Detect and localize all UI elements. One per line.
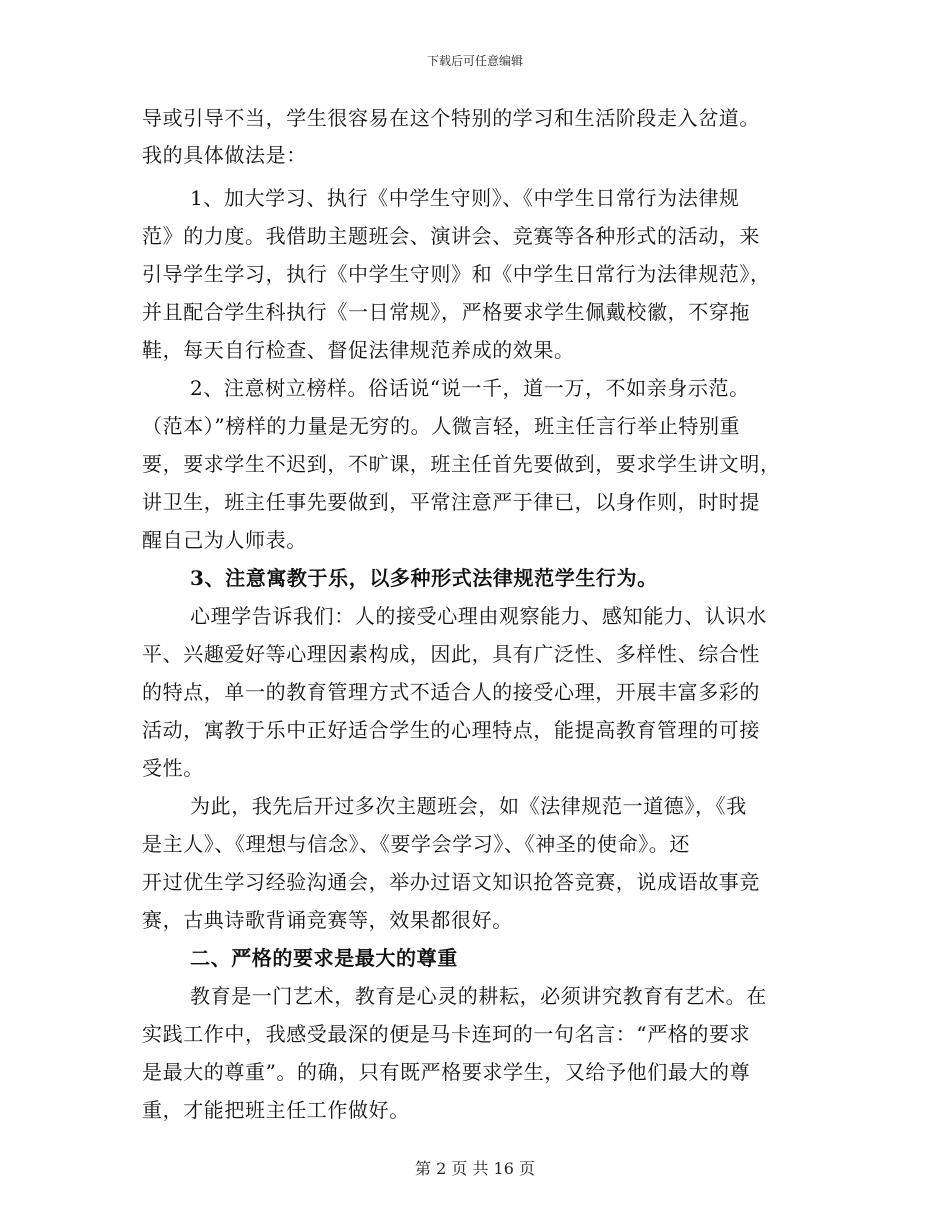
text-line: 范》的力度。我借助主题班会、演讲会、竞赛等各种形式的活动，来: [142, 224, 760, 248]
text-line: 重，才能把班主任工作做好。: [142, 1098, 410, 1122]
text-line: 开过优生学习经验沟通会，举办过语文知识抢答竞赛，说成语故事竞: [142, 870, 760, 894]
text-line: 讲卫生，班主任事先要做到，平常注意严于律已，以身作则，时时提: [142, 490, 760, 514]
text-line: 醒自己为人师表。: [142, 528, 307, 552]
text-line: 导或引导不当，学生很容易在这个特别的学习和生活阶段走入岔道。: [142, 106, 760, 130]
text-line: 活动，寓教于乐中正好适合学生的心理特点，能提高教育管理的可接: [142, 718, 760, 742]
text-line: （范本）”榜样的力量是无穷的。人微言轻，班主任言行举止特别重: [142, 414, 741, 438]
text-line: 1、加大学习、执行《中学生守则》、《中学生日常行为法律规: [190, 186, 740, 210]
text-line: 要，要求学生不迟到，不旷课，班主任首先要做到，要求学生讲文明，: [142, 452, 781, 476]
text-line: 引导学生学习，执行《中学生守则》和《中学生日常行为法律规范》，: [142, 262, 771, 286]
text-line: 2、注意树立榜样。俗话说“说一千，道一万，不如亲身示范。: [190, 376, 750, 400]
text-line: 心理学告诉我们：人的接受心理由观察能力、感知能力、认识水: [190, 604, 767, 628]
text-line: 受性。: [142, 756, 204, 780]
text-line: 教育是一门艺术，教育是心灵的耕耘，必须讲究教育有艺术。在: [190, 984, 767, 1008]
section-heading: 二、严格的要求是最大的尊重: [190, 946, 458, 970]
text-line: 并且配合学生科执行《一日常规》，严格要求学生佩戴校徽，不穿拖: [142, 300, 750, 324]
text-line: 平、兴趣爱好等心理因素构成，因此，具有广泛性、多样性、综合性: [142, 642, 760, 666]
text-line: 鞋，每天自行检查、督促法律规范养成的效果。: [142, 338, 575, 362]
text-line: 赛，古典诗歌背诵竞赛等，效果都很好。: [142, 908, 513, 932]
text-line: 我的具体做法是：: [142, 143, 307, 167]
section-heading: 3、注意寓教于乐，以多种形式法律规范学生行为。: [190, 566, 658, 590]
page-number: 第 2 页 共 16 页: [415, 1159, 535, 1178]
page-header-note: 下载后可任意编辑: [426, 54, 523, 68]
text-line: 实践工作中，我感受最深的便是马卡连珂的一句名言：“严格的要求: [142, 1022, 751, 1046]
text-line: 为此，我先后开过多次主题班会，如《法律规范一道德》，《我: [190, 794, 747, 818]
text-line: 是最大的尊重”。的确，只有既严格要求学生，又给予他们最大的尊: [142, 1060, 751, 1084]
text-line: 的特点，单一的教育管理方式不适合人的接受心理，开展丰富多彩的: [142, 680, 760, 704]
text-line: 是主人》、《理想与信念》、《要学会学习》、《神圣的使命》。还: [142, 832, 690, 856]
